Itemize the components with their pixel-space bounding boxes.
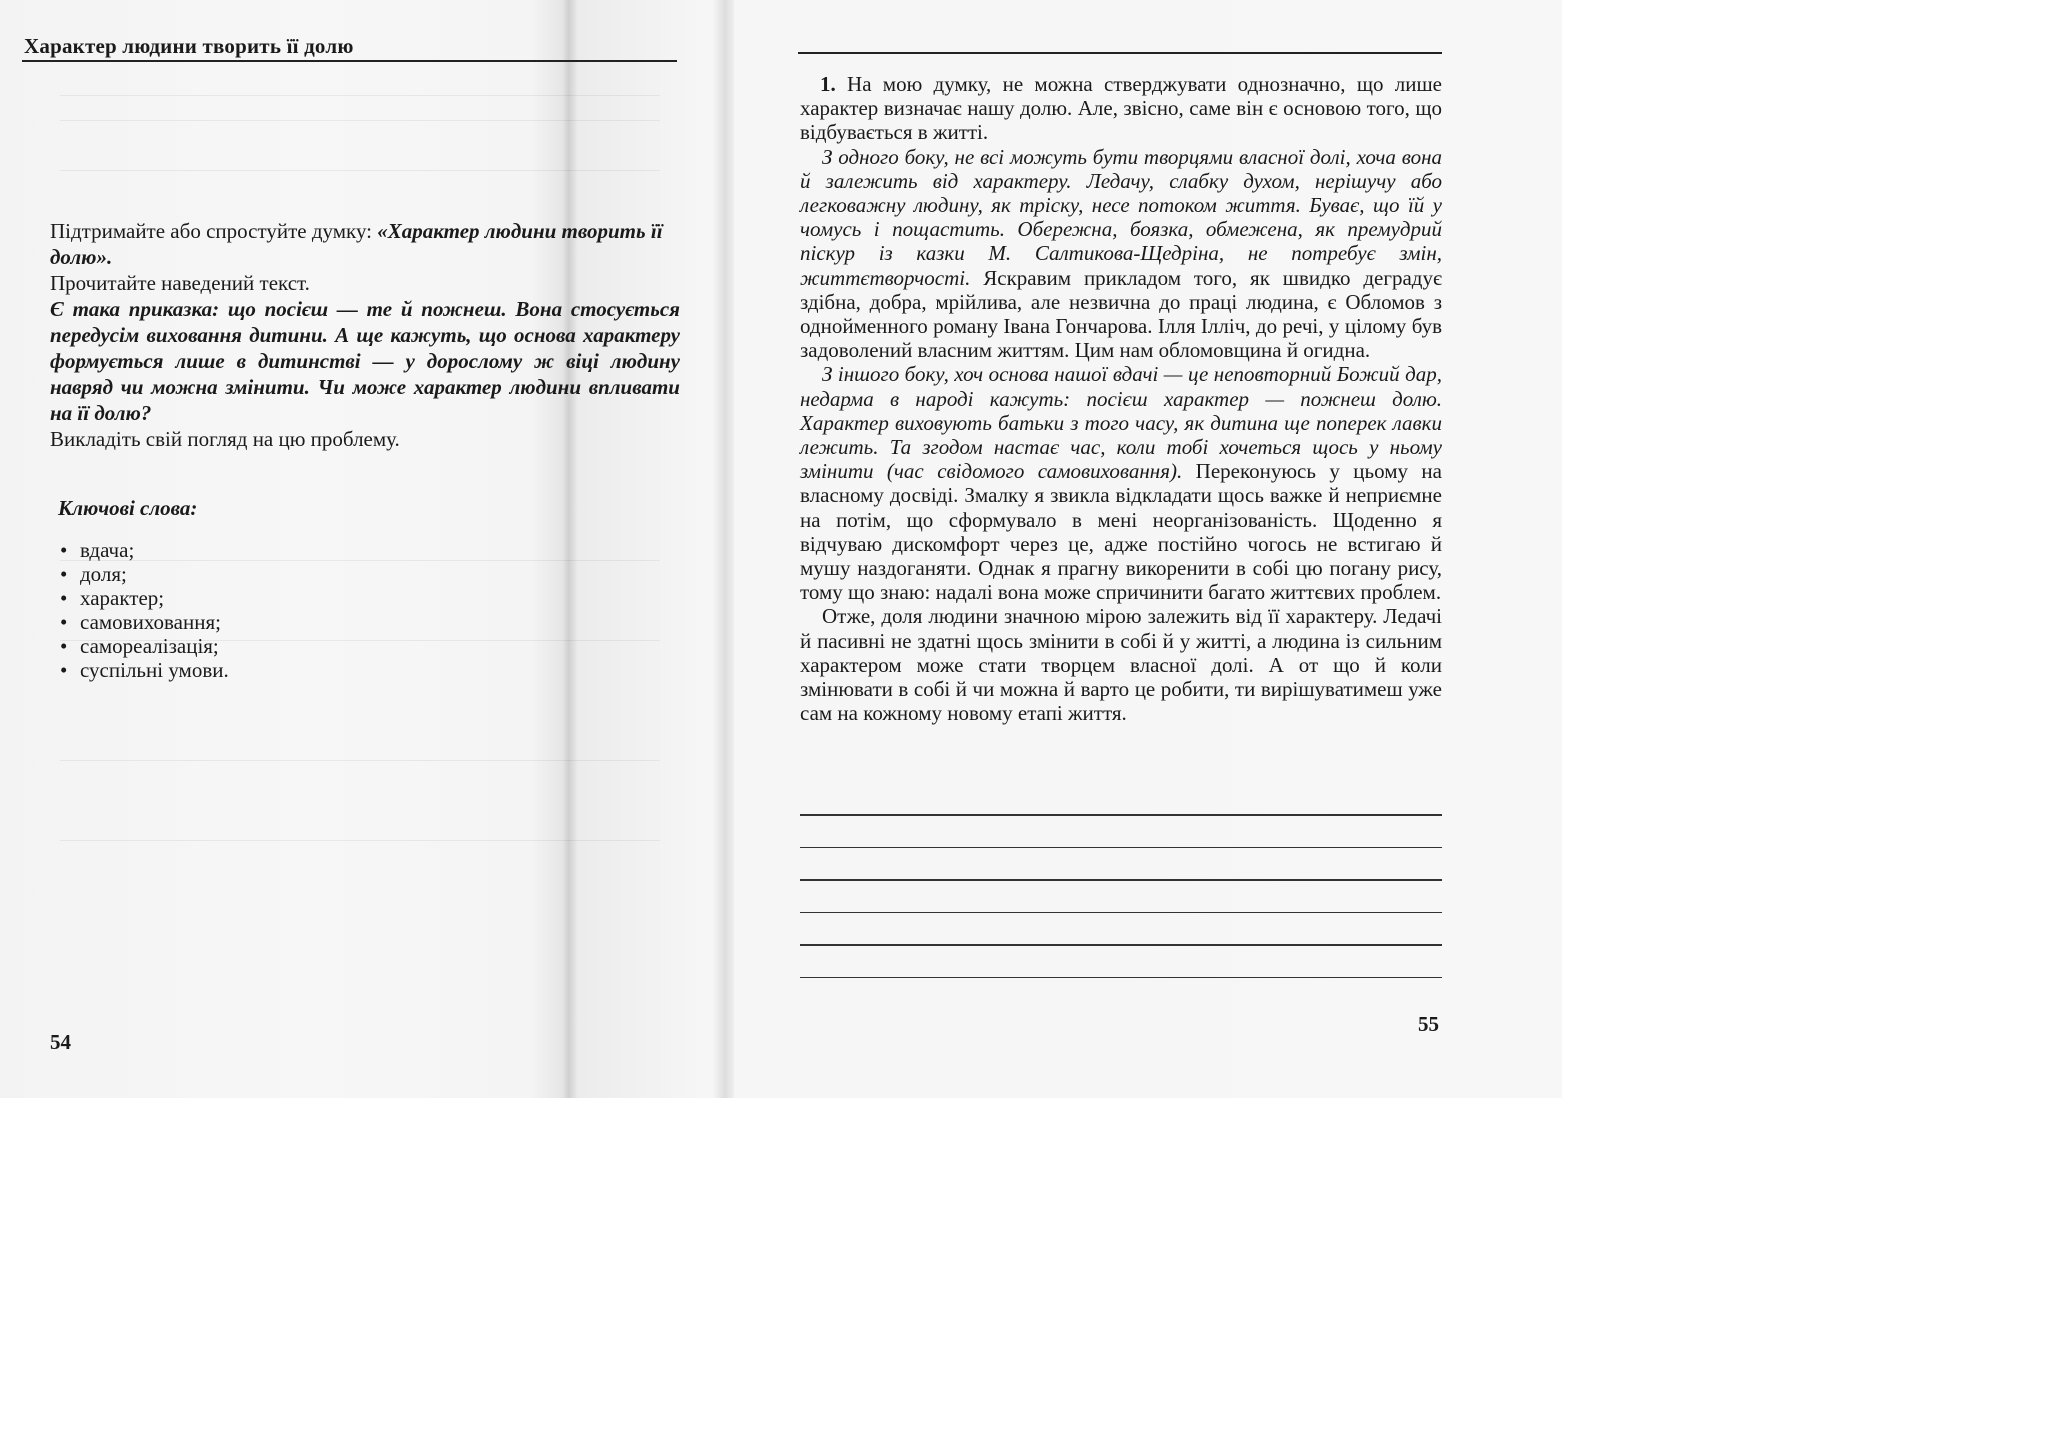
bleed-through-line [60, 760, 660, 761]
essay-paragraph [800, 362, 1442, 604]
page-number: 55 [1418, 1012, 1439, 1036]
book-gutter [712, 0, 734, 1098]
essay-text [800, 72, 1442, 725]
task-final-instruction: Викладіть свій погляд на цю проблему. [50, 427, 400, 451]
keyword-item: • самовиховання; [58, 610, 229, 634]
essay-number: 1. [820, 72, 836, 96]
writing-lines [800, 814, 1442, 1009]
page-header-title: Характер людини творить її долю [24, 34, 354, 58]
right-page [734, 0, 1562, 1098]
header-rule [798, 52, 1442, 54]
essay-paragraph-text: На мою думку, не можна стверджувати однозначно, що лише характер визначає нашу долю. Але, звісно, саме він є основою того, що відбувається в житті. [800, 72, 1442, 145]
keyword-item: • вдача; [58, 538, 229, 562]
task-block [50, 218, 680, 452]
keywords-list [58, 538, 229, 682]
essay-paragraph-text: Яскравим прикладом того, як швидко деградує здібна, добра, мрійлива, але незвична до праці людина, є Обломов з однойменного роману Івана Гончарова. Ілля Ілліч, до речі, у цілому був задоволений власним життям. Цим нам обломовщина й огидна. [800, 265, 1442, 363]
header-rule [22, 60, 677, 62]
task-intro-text: Підтримайте або спростуйте думку: [50, 219, 378, 243]
essay-paragraph [800, 145, 1442, 363]
page-number: 54 [50, 1030, 71, 1054]
task-intro [50, 218, 680, 270]
essay-paragraph: Отже, доля людини значною мірою залежить від її характеру. Ледачі й пасивні не здатні щось змінити в собі й у житті, а людина із сильним характером може стати творцем власної долі. А от що й коли змінювати в собі й чи можна й варто це робити, ти вирішуватимеш уже сам на кожному новому етапі життя. [800, 604, 1442, 726]
keyword-item: • самореалізація; [58, 634, 229, 658]
keywords-title: Ключові слова: [58, 496, 198, 520]
bleed-through-line [60, 170, 660, 171]
bleed-through-line [60, 120, 660, 121]
bleed-through-line [60, 95, 660, 96]
essay-italic-text: З одного боку, не всі можуть бути творцями власної долі, хоча вона й залежить від характеру. Ледачу, слабку духом, нерішучу або легковажну людину, як тріску, несе потоком життя. Буває, що їй у чомусь і пощастить. Обережна, боязка, обмежена, як премудрий піскур із казки М. Салтикова-Щедріна, не потребує змін, життєтворчості. [800, 144, 1442, 290]
writing-line [800, 944, 1442, 946]
keyword-item: • доля; [58, 562, 229, 586]
writing-line [800, 912, 1442, 914]
essay-paragraph-text: Переконуюсь у цьому на власному досвіді. Змалку я звикла відкладати щось важке й неприємне на потім, що сформувало в мені неорганізованість. Щоденно я відчуваю дискомфорт через це, адже постійно чогось не встигаю й мушу наздоганяти. Однак я прагну викоренити в собі цю погану рису, тому що знаю: надалі вона може спричинити багато життєвих проблем. [800, 459, 1442, 605]
essay-paragraph [800, 72, 1442, 145]
keyword-item: • характер; [58, 586, 229, 610]
writing-line [800, 814, 1442, 816]
keyword-item: • суспільні умови. [58, 658, 229, 682]
essay-italic-text: З іншого боку, хоч основа нашої вдачі — це неповторний Божий дар, недарма в народі кажуть: посієш характер — пожнеш долю. Характер виховують батьки з того часу, як дитина ще поперек лавки лежить. Та згодом настає час, коли тобі хочеться щось у ньому змінити (час свідомого самовиховання). [800, 362, 1442, 484]
task-intro-quote: «Характер людини творить її долю». [50, 219, 663, 269]
writing-line [800, 847, 1442, 849]
task-quoted-text: Є така приказка: що посієш — те й пожнеш. Вона стосується передусім виховання дитини. А ще кажуть, що основа характеру формується лише в дитинстві — у дорослому ж віці людину навряд чи можна змінити. Чи може характер людини впливати на її долю? [50, 297, 680, 425]
bleed-through-line [60, 840, 660, 841]
writing-line [800, 977, 1442, 979]
task-read-instruction: Прочитайте наведений текст. [50, 271, 310, 295]
left-page [0, 0, 726, 1098]
writing-line [800, 879, 1442, 881]
